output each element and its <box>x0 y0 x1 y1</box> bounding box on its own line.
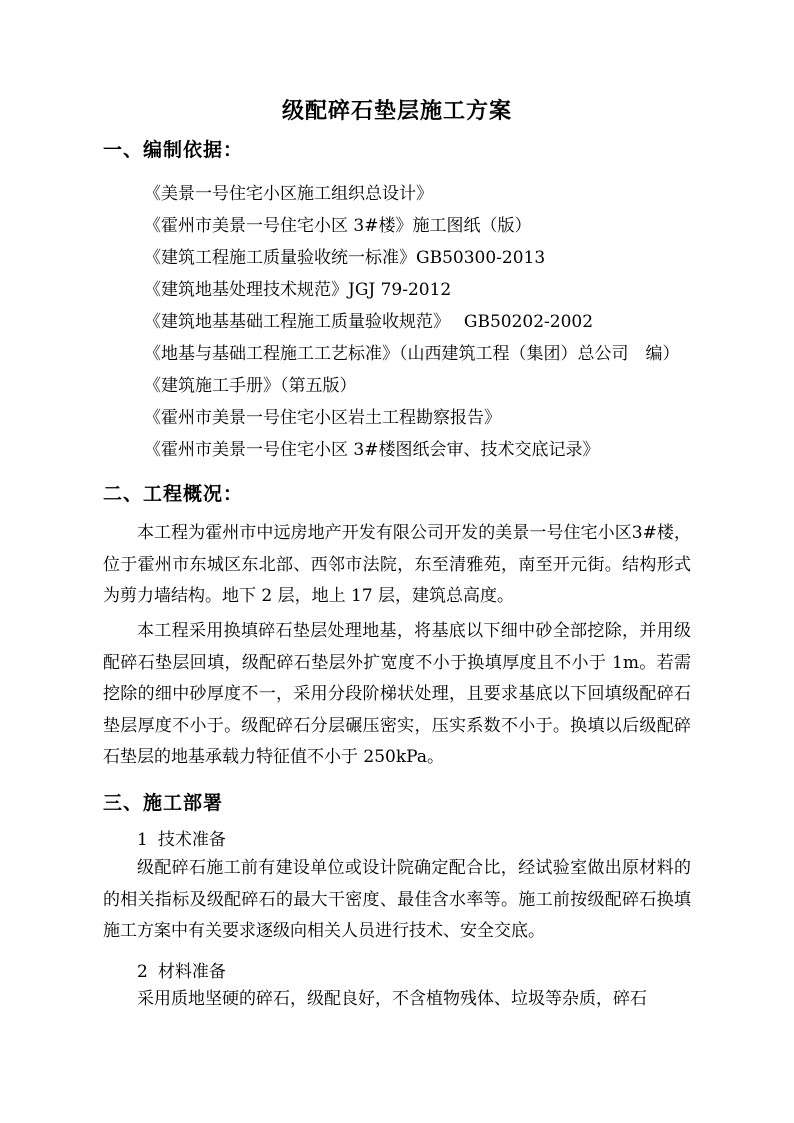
subsection-label: 技术准备 <box>157 830 226 850</box>
section-heading-overview: 二、工程概况： <box>103 483 244 505</box>
reference-list <box>144 178 680 466</box>
reference-item: 《霍州市美景一号住宅小区岩土工程勘察报告》 <box>144 408 501 428</box>
subsection-number: 2 <box>137 962 148 982</box>
reference-item: 《建筑施工手册》（第五版） <box>144 376 357 396</box>
subsection-tech-preparation <box>137 825 226 850</box>
reference-item: 《霍州市美景一号住宅小区 3#楼》施工图纸（版） <box>144 216 532 236</box>
reference-item: 《霍州市美景一号住宅小区 3#楼图纸会审、技术交底记录》 <box>144 440 600 460</box>
reference-item: 《建筑地基处理技术规范》JGJ 79-2012 <box>144 280 452 300</box>
subsection-number: 1 <box>137 830 148 850</box>
section-heading-deployment: 三、施工部署 <box>103 792 224 814</box>
overview-paragraph-2: 本工程采用换填碎石垫层处理地基，将基底以下细中砂全部挖除，并用级配碎石垫层回填，级配碎石垫层外扩宽度不小于换填厚度且不小于 1m。若需挖除的细中砂厚度不一，采用分段阶梯状处理，且要求基底以下回填级配碎石垫层厚度不小于。级配碎石分层碾压密实，压实系数不小于。换填以后级配碎石垫层的地基承载力特征值不小于 250kPa。 <box>103 621 691 767</box>
subsection-material-preparation <box>137 957 226 982</box>
reference-item: 《建筑地基基础工程施工质量验收规范》 GB50202-2002 <box>144 312 594 332</box>
overview-paragraph-1: 本工程为霍州市中远房地产开发有限公司开发的美景一号住宅小区3#楼，位于霍州市东城区东北部、西邻市法院，东至清雅苑，南至开元街。结构形式为剪力墙结构。地下 2 层，地上 17 层，建筑总高度。 <box>103 523 691 606</box>
material-preparation-paragraph: 采用质地坚硬的碎石，级配良好，不含植物残体、垃圾等杂质，碎石 <box>137 989 647 1009</box>
reference-item: 《美景一号住宅小区施工组织总设计》 <box>144 184 433 204</box>
tech-preparation-paragraph: 级配碎石施工前有建设单位或设计院确定配合比，经试验室做出原材料的的相关指标及级配碎石的最大干密度、最佳含水率等。施工前按级配碎石换填施工方案中有关要求逐级向相关人员进行技术、安全交底。 <box>103 858 691 941</box>
subsection-label: 材料准备 <box>157 962 226 982</box>
reference-item: 《地基与基础工程施工工艺标准》（山西建筑工程（集团）总公司 编） <box>144 344 680 364</box>
document-title: 级配碎石垫层施工方案 <box>281 98 512 124</box>
section-heading-basis: 一、编制依据： <box>103 139 244 161</box>
reference-item: 《建筑工程施工质量验收统一标准》GB50300-2013 <box>144 248 546 268</box>
